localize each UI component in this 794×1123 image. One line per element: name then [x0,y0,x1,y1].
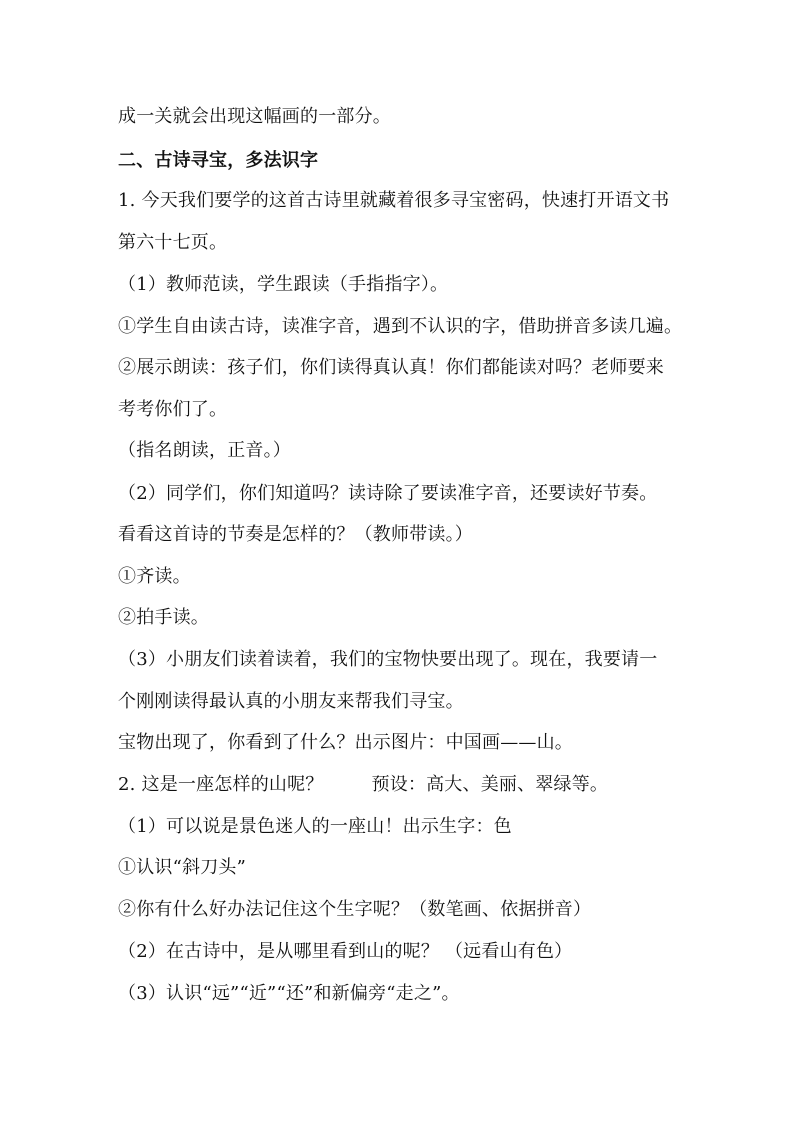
paragraph-line: （3）认识“远”“近”“还”和新偏旁“走之”。 [118,983,460,1004]
paragraph-line: ①学生自由读古诗，读准字音，遇到不认识的字，借助拼音多读几遍。 [118,316,683,337]
paragraph-line: ②展示朗读：孩子们，你们读得真认真！你们都能读对吗？老师要来 [118,357,664,378]
paragraph-line [118,773,608,797]
paragraph-line: （1）可以说是景色迷人的一座山！出示生字：色 [118,816,512,837]
paragraph-line: 看看这首诗的节奏是怎样的？（教师带读。） [118,524,473,545]
paragraph-line: 第六十七页。 [118,232,228,253]
preset-answer-text: 预设：高大、美丽、翠绿等。 [371,774,609,795]
paragraph-line: 宝物出现了，你看到了什么？出示图片：中国画——山。 [118,732,573,753]
paragraph-line: 个刚刚读得最认真的小朋友来帮我们寻宝。 [118,691,464,712]
paragraph-line: （3）小朋友们读着读着，我们的宝物快要出现了。现在，我要请一 [118,649,658,670]
paragraph-line: 考考你们了。 [118,399,228,420]
paragraph-line: ②拍手读。 [118,607,209,628]
paragraph-line: 1. 今天我们要学的这首古诗里就藏着很多寻宝密码，快速打开语文书 [118,190,670,211]
question-text: 2. 这是一座怎样的山呢？ [118,774,324,795]
paragraph-line: ②你有什么好办法记住这个生字呢？（数笔画、依据拼音） [118,899,592,920]
paragraph-line: ①齐读。 [118,566,191,587]
paragraph-line: （2）在古诗中，是从哪里看到山的呢？ （远看山有色） [118,941,573,962]
section-heading: 二、古诗寻宝，多法识字 [118,150,319,171]
paragraph-line: ①认识“斜刀头” [118,857,247,878]
paragraph-line: （指名朗读，正音。） [118,440,291,461]
paragraph-line: （1）教师范读，学生跟读（手指指字）。 [118,274,449,295]
paragraph-line: 成一关就会出现这幅画的一部分。 [118,106,391,127]
paragraph-line: （2）同学们，你们知道吗？读诗除了要读准字音，还要读好节奏。 [118,483,658,504]
